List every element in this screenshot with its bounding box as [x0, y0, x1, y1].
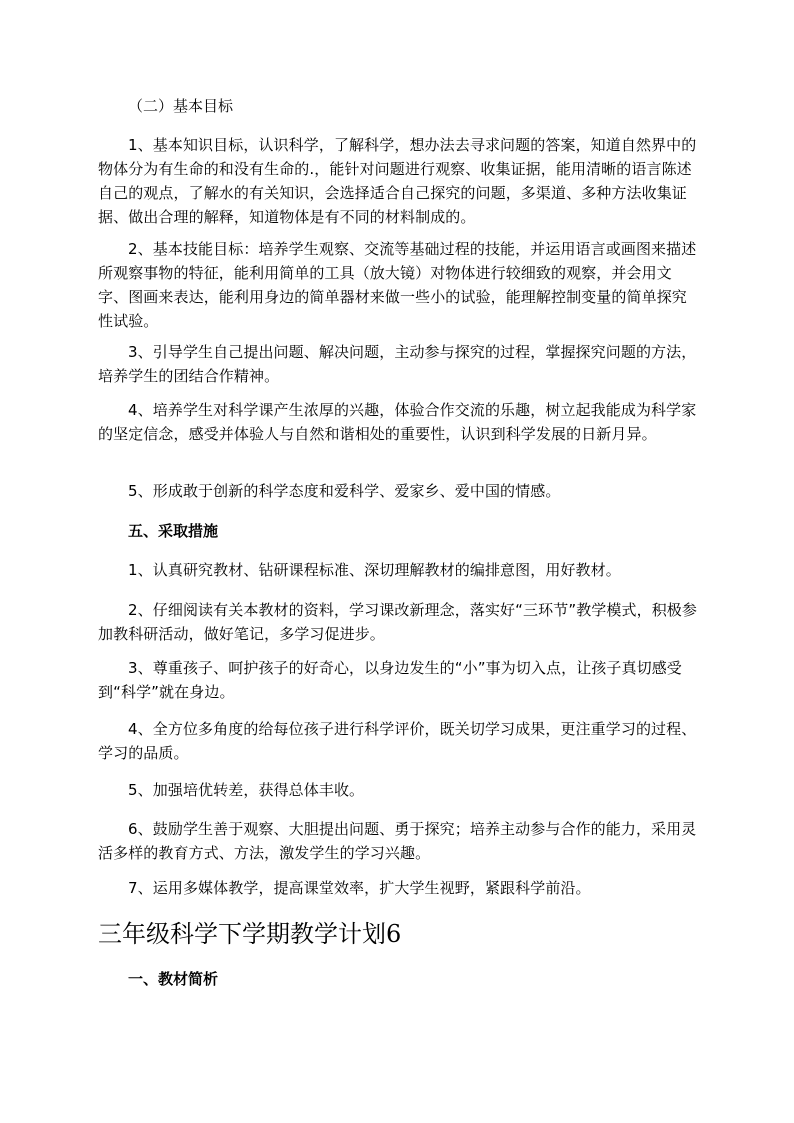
measure-paragraph-6: 6、鼓励学生善于观察、大胆提出问题、勇于探究；培养主动参与合作的能力，采用灵活多样的教育方式、方法，激发学生的学习兴趣。 — [98, 820, 697, 862]
goal-paragraph-3: 3、引导学生自己提出问题、解决问题，主动参与探究的过程，掌握探究问题的方法，培养学生的团结合作精神。 — [98, 343, 697, 385]
measure-paragraph-2: 2、仔细阅读有关本教材的资料，学习课改新理念，落实好“三环节”教学模式，积极参加教科研活动，做好笔记，多学习促进步。 — [98, 601, 697, 643]
plan-title: 三年级科学下学期教学计划6 — [98, 920, 402, 948]
measures-heading: 五、采取措施 — [128, 522, 219, 540]
goal-paragraph-4: 4、培养学生对科学课产生浓厚的兴趣，体验合作交流的乐趣，树立起我能成为科学家的坚定信念，感受并体验人与自然和谐相处的重要性，认识到科学发展的日新月异。 — [98, 401, 697, 443]
textbook-heading: 一、教材简析 — [128, 970, 219, 988]
goal-heading: （二）基本目标 — [128, 97, 234, 115]
goal-paragraph-1: 1、基本知识目标，认识科学，了解科学，想办法去寻求问题的答案，知道自然界中的物体分为有生命的和没有生命的.，能针对问题进行观察、收集证据，能用清晰的语言陈述自己的观点，了解水的有关知识，会选择适合自己探究的问题，多渠道、多种方法收集证据、做出合理的解释，知道物体是有不同的材料制成的。 — [98, 136, 697, 226]
measure-paragraph-5: 5、加强培优转差，获得总体丰收。 — [128, 781, 365, 799]
goal-paragraph-5: 5、形成敢于创新的科学态度和爱科学、爱家乡、爱中国的情感。 — [128, 482, 561, 500]
measure-paragraph-1: 1、认真研究教材、钻研课程标准、深切理解教材的编排意图，用好教材。 — [128, 561, 621, 579]
measure-paragraph-7: 7、运用多媒体教学，提高课堂效率，扩大学生视野，紧跟科学前沿。 — [128, 879, 591, 897]
goal-paragraph-2: 2、基本技能目标：培养学生观察、交流等基础过程的技能，并运用语言或画图来描述所观察事物的特征，能利用简单的工具（放大镜）对物体进行较细致的观察，并会用文字、图画来表达，能利用身边的简单器材来做一些小的试验，能理解控制变量的简单探究性试验。 — [98, 240, 697, 330]
measure-paragraph-3: 3、尊重孩子、呵护孩子的好奇心，以身边发生的“小”事为切入点，让孩子真切感受到“科学”就在身边。 — [98, 659, 682, 701]
measure-paragraph-4: 4、全方位多角度的给每位孩子进行科学评价，既关切学习成果，更注重学习的过程、学习的品质。 — [98, 720, 697, 762]
